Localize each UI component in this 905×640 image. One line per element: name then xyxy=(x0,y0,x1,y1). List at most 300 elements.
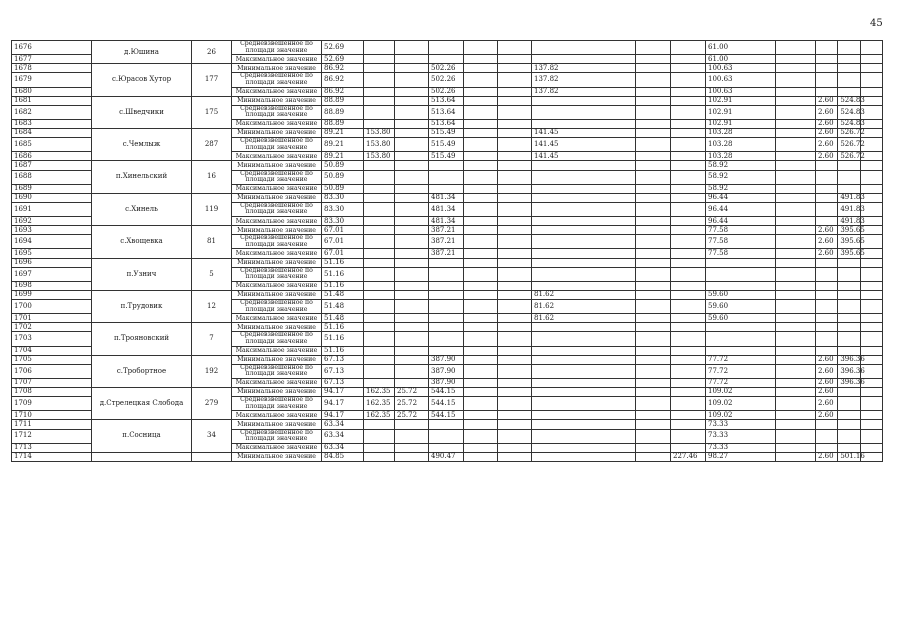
value-cell: 103.28 xyxy=(706,138,776,152)
value-cell xyxy=(532,281,636,290)
value-cell: 51.16 xyxy=(322,323,364,332)
value-cell xyxy=(636,184,671,193)
value-cell xyxy=(464,420,498,429)
value-cell xyxy=(636,355,671,364)
value-cell xyxy=(464,397,498,411)
value-cell xyxy=(364,323,395,332)
value-type-label: Максимальное значение xyxy=(232,249,322,258)
data-table xyxy=(11,40,883,462)
value-cell: 141.45 xyxy=(532,152,636,161)
settlement-count: 177 xyxy=(192,64,232,96)
value-cell xyxy=(671,119,706,128)
value-cell xyxy=(776,420,816,429)
value-cell xyxy=(636,235,671,249)
value-cell: 491.83 xyxy=(838,193,860,202)
value-cell xyxy=(636,281,671,290)
value-cell: 502.26 xyxy=(429,64,464,73)
value-cell xyxy=(532,411,636,420)
value-cell xyxy=(636,64,671,73)
value-cell xyxy=(498,346,532,355)
value-cell xyxy=(838,443,860,452)
value-cell xyxy=(776,364,816,378)
value-type-label: Средневзвешенное по площади значение xyxy=(232,332,322,346)
value-cell xyxy=(364,87,395,96)
row-number: 1712 xyxy=(12,429,92,443)
value-cell xyxy=(364,346,395,355)
value-cell xyxy=(816,217,838,226)
value-cell: 387.21 xyxy=(429,235,464,249)
value-cell: 77.58 xyxy=(706,249,776,258)
value-type-label: Минимальное значение xyxy=(232,64,322,73)
value-cell xyxy=(395,170,429,184)
value-cell xyxy=(838,429,860,443)
value-cell xyxy=(636,452,671,461)
value-cell xyxy=(429,290,464,299)
value-type-label: Минимальное значение xyxy=(232,420,322,429)
value-cell xyxy=(532,119,636,128)
value-cell xyxy=(838,411,860,420)
value-cell xyxy=(464,184,498,193)
value-cell xyxy=(671,41,706,55)
value-cell: 387.90 xyxy=(429,364,464,378)
value-cell xyxy=(860,170,882,184)
value-cell: 25.72 xyxy=(395,411,429,420)
row-number: 1696 xyxy=(12,258,92,267)
value-cell xyxy=(429,300,464,314)
value-cell xyxy=(464,217,498,226)
value-cell xyxy=(776,161,816,170)
value-cell: 387.21 xyxy=(429,226,464,235)
value-cell xyxy=(395,249,429,258)
value-cell xyxy=(838,161,860,170)
value-cell xyxy=(364,170,395,184)
value-cell xyxy=(464,452,498,461)
value-cell xyxy=(636,420,671,429)
value-cell xyxy=(671,346,706,355)
value-cell xyxy=(816,290,838,299)
value-cell: 395.65 xyxy=(838,235,860,249)
value-cell xyxy=(860,429,882,443)
value-cell xyxy=(838,388,860,397)
value-cell: 141.45 xyxy=(532,129,636,138)
value-cell: 103.28 xyxy=(706,129,776,138)
value-cell: 81.62 xyxy=(532,290,636,299)
value-cell: 526.72 xyxy=(838,138,860,152)
value-cell xyxy=(776,119,816,128)
value-cell xyxy=(395,217,429,226)
value-cell xyxy=(636,388,671,397)
value-cell xyxy=(860,397,882,411)
value-cell: 73.33 xyxy=(706,443,776,452)
value-cell xyxy=(464,388,498,397)
value-cell xyxy=(636,87,671,96)
value-cell xyxy=(636,332,671,346)
value-cell: 137.82 xyxy=(532,87,636,96)
value-cell xyxy=(860,332,882,346)
table-row xyxy=(12,452,883,461)
value-cell: 51.16 xyxy=(322,258,364,267)
value-cell xyxy=(498,119,532,128)
value-cell: 544.15 xyxy=(429,388,464,397)
value-cell xyxy=(776,138,816,152)
value-cell xyxy=(395,332,429,346)
value-type-label: Максимальное значение xyxy=(232,443,322,452)
value-cell: 83.30 xyxy=(322,217,364,226)
value-cell xyxy=(636,170,671,184)
value-cell xyxy=(636,323,671,332)
value-cell xyxy=(776,443,816,452)
value-cell xyxy=(364,332,395,346)
settlement-count: 26 xyxy=(192,41,232,64)
value-cell xyxy=(498,96,532,105)
value-cell xyxy=(860,87,882,96)
value-cell xyxy=(706,346,776,355)
value-cell xyxy=(838,346,860,355)
value-cell xyxy=(532,55,636,64)
value-cell xyxy=(776,226,816,235)
value-cell: 396.36 xyxy=(838,378,860,387)
value-cell: 84.85 xyxy=(322,452,364,461)
value-cell: 50.89 xyxy=(322,170,364,184)
value-cell xyxy=(532,378,636,387)
value-cell xyxy=(776,258,816,267)
value-cell xyxy=(816,332,838,346)
value-cell: 137.82 xyxy=(532,64,636,73)
value-cell xyxy=(464,119,498,128)
value-cell xyxy=(395,267,429,281)
value-cell: 89.21 xyxy=(322,129,364,138)
value-cell: 77.58 xyxy=(706,226,776,235)
value-cell: 396.36 xyxy=(838,364,860,378)
value-cell xyxy=(364,96,395,105)
value-cell xyxy=(364,193,395,202)
value-cell xyxy=(532,346,636,355)
value-cell xyxy=(395,346,429,355)
value-cell: 2.60 xyxy=(816,249,838,258)
value-cell: 67.01 xyxy=(322,226,364,235)
value-cell: 59.60 xyxy=(706,290,776,299)
value-cell xyxy=(776,64,816,73)
value-cell xyxy=(498,64,532,73)
value-cell xyxy=(429,170,464,184)
value-cell xyxy=(838,41,860,55)
value-cell xyxy=(860,281,882,290)
value-cell: 395.65 xyxy=(838,249,860,258)
value-cell xyxy=(816,314,838,323)
value-cell: 51.16 xyxy=(322,267,364,281)
value-cell xyxy=(816,420,838,429)
value-cell: 396.36 xyxy=(838,355,860,364)
value-cell xyxy=(498,161,532,170)
value-cell: 96.44 xyxy=(706,202,776,216)
row-number: 1676 xyxy=(12,41,92,55)
value-type-label: Максимальное значение xyxy=(232,217,322,226)
value-cell xyxy=(860,411,882,420)
value-cell xyxy=(636,105,671,119)
value-cell xyxy=(464,364,498,378)
row-number: 1705 xyxy=(12,355,92,364)
value-cell xyxy=(776,332,816,346)
value-cell xyxy=(776,411,816,420)
value-cell xyxy=(671,314,706,323)
value-cell: 481.34 xyxy=(429,193,464,202)
row-number: 1711 xyxy=(12,420,92,429)
settlement-count xyxy=(192,452,232,461)
value-type-label: Максимальное значение xyxy=(232,119,322,128)
value-cell xyxy=(498,452,532,461)
value-type-label: Средневзвешенное по площади значение xyxy=(232,364,322,378)
value-cell xyxy=(429,346,464,355)
value-cell xyxy=(860,184,882,193)
settlement-count: 12 xyxy=(192,290,232,322)
value-cell: 491.83 xyxy=(838,202,860,216)
row-number: 1701 xyxy=(12,314,92,323)
value-cell xyxy=(498,420,532,429)
row-number: 1690 xyxy=(12,193,92,202)
value-cell xyxy=(364,258,395,267)
value-cell xyxy=(776,249,816,258)
value-cell: 86.92 xyxy=(322,73,364,87)
value-cell xyxy=(532,41,636,55)
value-cell xyxy=(532,332,636,346)
value-cell xyxy=(464,314,498,323)
value-cell xyxy=(429,332,464,346)
value-cell: 100.63 xyxy=(706,64,776,73)
value-type-label: Средневзвешенное по площади значение xyxy=(232,202,322,216)
value-cell xyxy=(671,332,706,346)
value-cell xyxy=(532,323,636,332)
row-number: 1699 xyxy=(12,290,92,299)
value-cell xyxy=(636,249,671,258)
value-cell xyxy=(395,64,429,73)
value-cell xyxy=(532,202,636,216)
value-cell xyxy=(464,193,498,202)
value-cell: 2.60 xyxy=(816,388,838,397)
value-type-label: Максимальное значение xyxy=(232,87,322,96)
value-cell xyxy=(671,355,706,364)
value-cell: 153.80 xyxy=(364,138,395,152)
value-cell xyxy=(671,443,706,452)
value-cell xyxy=(860,346,882,355)
value-cell xyxy=(671,73,706,87)
value-cell: 526.72 xyxy=(838,152,860,161)
value-cell xyxy=(671,202,706,216)
value-cell: 387.21 xyxy=(429,249,464,258)
value-cell xyxy=(464,249,498,258)
value-cell xyxy=(776,184,816,193)
value-cell xyxy=(838,184,860,193)
value-cell xyxy=(671,87,706,96)
value-cell xyxy=(429,55,464,64)
value-cell xyxy=(671,290,706,299)
value-cell xyxy=(364,443,395,452)
row-number: 1714 xyxy=(12,452,92,461)
value-cell xyxy=(671,138,706,152)
value-cell xyxy=(532,184,636,193)
value-cell xyxy=(636,138,671,152)
value-cell xyxy=(498,378,532,387)
value-cell xyxy=(395,323,429,332)
value-cell xyxy=(816,161,838,170)
value-cell xyxy=(671,105,706,119)
value-type-label: Средневзвешенное по площади значение xyxy=(232,73,322,87)
value-cell xyxy=(532,388,636,397)
value-cell xyxy=(860,300,882,314)
value-cell xyxy=(671,420,706,429)
value-cell xyxy=(671,300,706,314)
value-cell: 25.72 xyxy=(395,388,429,397)
value-cell xyxy=(776,378,816,387)
value-cell xyxy=(532,429,636,443)
value-cell xyxy=(776,429,816,443)
value-cell: 59.60 xyxy=(706,300,776,314)
value-cell xyxy=(671,235,706,249)
value-cell xyxy=(636,300,671,314)
value-cell xyxy=(532,420,636,429)
value-cell: 51.48 xyxy=(322,290,364,299)
value-cell: 162.35 xyxy=(364,388,395,397)
value-cell: 2.60 xyxy=(816,226,838,235)
value-cell xyxy=(464,411,498,420)
value-cell xyxy=(395,258,429,267)
value-cell xyxy=(364,429,395,443)
value-type-label: Максимальное значение xyxy=(232,346,322,355)
row-number: 1684 xyxy=(12,129,92,138)
value-cell xyxy=(776,281,816,290)
value-cell xyxy=(364,267,395,281)
value-cell: 501.16 xyxy=(838,452,860,461)
value-cell: 61.00 xyxy=(706,41,776,55)
settlement-name: с.Чемлыж xyxy=(92,129,192,161)
value-cell xyxy=(838,55,860,64)
value-cell xyxy=(364,41,395,55)
value-cell xyxy=(429,429,464,443)
value-cell xyxy=(498,129,532,138)
value-cell xyxy=(498,323,532,332)
value-cell xyxy=(395,119,429,128)
value-cell xyxy=(636,314,671,323)
value-cell xyxy=(464,281,498,290)
value-cell: 89.21 xyxy=(322,138,364,152)
value-cell xyxy=(395,55,429,64)
value-cell xyxy=(395,290,429,299)
value-cell xyxy=(464,129,498,138)
value-cell: 162.35 xyxy=(364,397,395,411)
value-cell xyxy=(395,429,429,443)
table-row xyxy=(12,420,883,429)
value-cell: 67.13 xyxy=(322,355,364,364)
value-cell xyxy=(498,73,532,87)
value-cell xyxy=(498,41,532,55)
value-cell: 59.60 xyxy=(706,314,776,323)
settlement-count: 192 xyxy=(192,355,232,387)
value-cell xyxy=(498,281,532,290)
value-cell xyxy=(464,346,498,355)
value-cell xyxy=(364,281,395,290)
value-cell xyxy=(498,202,532,216)
value-cell xyxy=(364,226,395,235)
value-cell xyxy=(429,267,464,281)
value-cell xyxy=(706,267,776,281)
value-cell xyxy=(816,258,838,267)
value-cell xyxy=(816,267,838,281)
value-cell xyxy=(532,161,636,170)
settlement-name: п.Сосница xyxy=(92,420,192,452)
value-type-label: Минимальное значение xyxy=(232,193,322,202)
value-cell xyxy=(636,258,671,267)
value-type-label: Минимальное значение xyxy=(232,452,322,461)
value-cell xyxy=(816,73,838,87)
value-cell: 515.49 xyxy=(429,152,464,161)
value-cell xyxy=(860,388,882,397)
value-cell xyxy=(464,235,498,249)
value-cell xyxy=(395,138,429,152)
value-cell xyxy=(838,170,860,184)
value-cell xyxy=(671,249,706,258)
value-cell xyxy=(464,202,498,216)
value-cell xyxy=(671,388,706,397)
value-cell xyxy=(364,420,395,429)
value-cell xyxy=(498,364,532,378)
value-cell xyxy=(429,258,464,267)
value-type-label: Максимальное значение xyxy=(232,314,322,323)
settlement-count: 34 xyxy=(192,420,232,452)
value-cell xyxy=(860,267,882,281)
value-cell xyxy=(838,323,860,332)
value-cell: 524.83 xyxy=(838,96,860,105)
value-cell: 2.60 xyxy=(816,397,838,411)
value-type-label: Максимальное значение xyxy=(232,152,322,161)
value-cell: 94.17 xyxy=(322,397,364,411)
table-row xyxy=(12,41,883,55)
settlement-count: 16 xyxy=(192,161,232,193)
value-cell xyxy=(395,184,429,193)
table-body xyxy=(12,41,883,462)
table-row xyxy=(12,258,883,267)
row-number: 1686 xyxy=(12,152,92,161)
value-cell xyxy=(776,73,816,87)
row-number: 1682 xyxy=(12,105,92,119)
value-cell xyxy=(498,388,532,397)
value-type-label: Максимальное значение xyxy=(232,55,322,64)
value-cell xyxy=(671,170,706,184)
value-type-label: Средневзвешенное по площади значение xyxy=(232,429,322,443)
value-cell xyxy=(838,420,860,429)
value-cell xyxy=(671,129,706,138)
value-type-label: Средневзвешенное по площади значение xyxy=(232,235,322,249)
value-cell: 50.89 xyxy=(322,184,364,193)
value-cell: 544.15 xyxy=(429,411,464,420)
value-cell xyxy=(838,64,860,73)
value-cell: 81.62 xyxy=(532,300,636,314)
value-cell: 58.92 xyxy=(706,161,776,170)
value-type-label: Средневзвешенное по площади значение xyxy=(232,397,322,411)
value-type-label: Максимальное значение xyxy=(232,184,322,193)
value-cell: 73.33 xyxy=(706,429,776,443)
value-cell xyxy=(364,119,395,128)
value-cell xyxy=(636,378,671,387)
value-cell xyxy=(395,452,429,461)
value-cell: 153.80 xyxy=(364,152,395,161)
value-cell xyxy=(671,281,706,290)
value-type-label: Средневзвешенное по площади значение xyxy=(232,300,322,314)
value-cell xyxy=(498,87,532,96)
value-cell: 2.60 xyxy=(816,452,838,461)
value-cell: 94.17 xyxy=(322,388,364,397)
value-cell xyxy=(429,443,464,452)
value-cell: 96.44 xyxy=(706,217,776,226)
value-type-label: Максимальное значение xyxy=(232,411,322,420)
